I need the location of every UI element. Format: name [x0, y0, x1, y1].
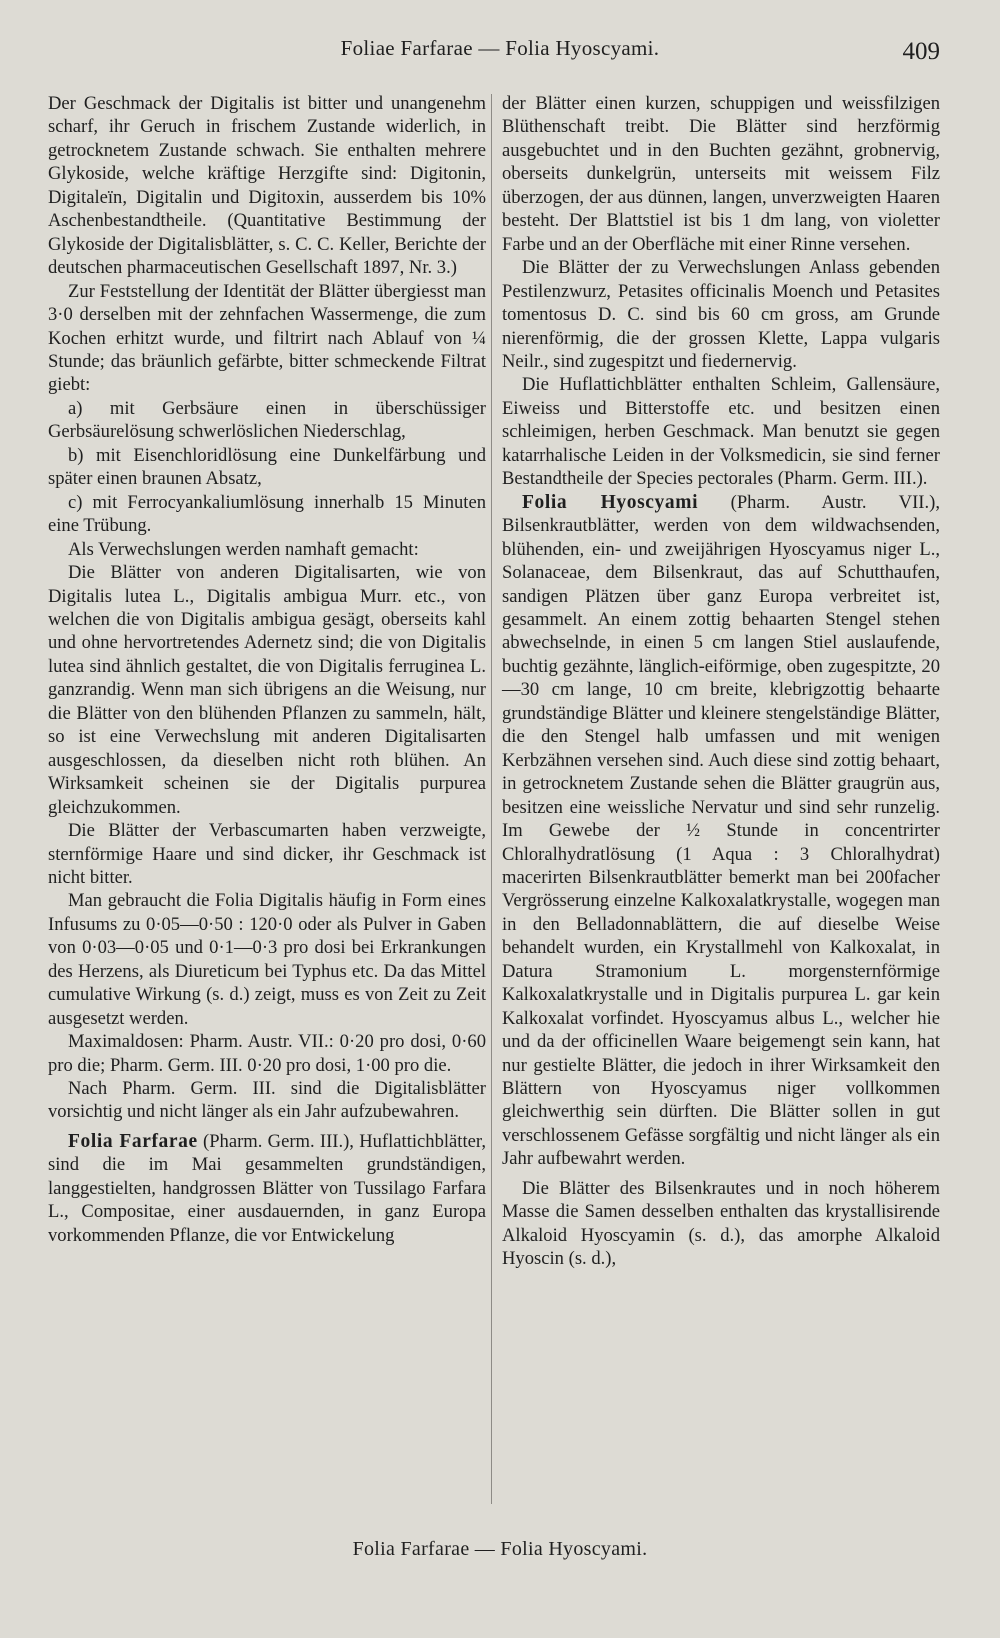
- paragraph: Die Blätter der Verbascumarten haben verzweigte, sternförmige Haare und sind dicker, ihr Geschmack ist nicht bitter.: [48, 820, 486, 888]
- left-column: [48, 92, 486, 1247]
- list-item: a) mit Gerbsäure einen in überschüssiger Gerbsäurelösung schwerlöslichen Niederschlag,: [48, 397, 486, 443]
- entry-folia-farfarae: [48, 1130, 486, 1247]
- column-divider: [491, 94, 492, 1504]
- page-number: 409: [902, 38, 940, 65]
- entry-term: Folia Hyoscyami: [522, 491, 699, 513]
- running-title: Foliae Farfarae — Folia Hyoscyami.: [340, 36, 660, 60]
- paragraph: Die Blätter des Bilsenkrautes und in noch höherem Masse die Samen desselben enthalten das krystallisirende Alkaloid Hyoscyamin (s. d.), das amorphe Alkaloid Hyoscin (s. d.),: [502, 1177, 940, 1270]
- entry-folia-hyoscyami: [502, 491, 940, 1171]
- paragraph: Als Verwechslungen werden namhaft gemacht:: [68, 538, 419, 560]
- paragraph: Maximaldosen: Pharm. Austr. VII.: 0·20 pro dosi, 0·60 pro die; Pharm. Germ. III. 0·20 pro dosi, 1·00 pro die.: [48, 1031, 486, 1076]
- paragraph: Nach Pharm. Germ. III. sind die Digitalisblätter vorsichtig und nicht länger als ein Jahr aufzubewahren.: [48, 1078, 486, 1123]
- paragraph: Die Blätter von anderen Digitalisarten, wie von Digitalis lutea L., Digitalis ambigua Murr. etc., von welchen die von Digitalis ambigua gesägt, oberseits kahl und ohne hervortretendes Adernetz sind; die von Digitalis lutea sind ähnlich gestaltet, die von Digitalis ferruginea L. ganzrandig. Wenn man sich übrigens an die Weisung, nur die Blätter von den blühenden Pflanzen zu sammeln, hält, so ist eine Verwechslung mit anderen Digitalisarten ausgeschlossen, da dieselben nicht roth blühen. An Wirksamkeit scheinen sie der Digitalis purpurea gleichzukommen.: [48, 562, 486, 818]
- page-footer: Folia Farfarae — Folia Hyoscyami.: [352, 1538, 648, 1560]
- paragraph: Die Huflattichblätter enthalten Schleim, Gallensäure, Eiweiss und Bitterstoffe etc. und besitzen einen schleimigen, herben Geschmack. Man benutzt sie gegen katarrhalische Leiden in der Volksmedicin, sie sind ferner Bestandtheile der Species pectorales (Pharm. Germ. III.).: [502, 374, 940, 490]
- page-header: [0, 34, 1000, 64]
- paragraph: Man gebraucht die Folia Digitalis häufig in Form eines Infusums zu 0·05—0·50 : 120·0 oder als Pulver in Gaben von 0·03—0·05 und 0·1—0·3 pro dosi bei Erkrankungen des Herzens, als Diureticum bei Typhus etc. Da das Mittel cumulative Wirkung (s. d.) zeigt, muss es von Zeit zu Zeit ausgesetzt werden.: [48, 890, 486, 1029]
- entry-text: (Pharm. Austr. VII.), Bilsenkrautblätter, werden von dem wildwachsenden, blühenden, ein- und zweijährigen Hyoscyamus niger L., Solanaceae, dem Bilsenkraut, das auf Schutthaufen, sandigen Plätzen über ganz Europa verbreitet ist, gesammelt. An einem zottig behaarten Stengel stehen abwechselnde, in einen 5 cm langen Stiel auslaufende, buchtig gezähnte, länglich-eiförmige, oben zugespitzte, 20—30 cm lange, 10 cm breite, klebrigzottig behaarte grundständige Blätter und kleinere stengelständige Blätter, die den Stengel halb umfassen und mit wenigen Kerbzähnen versehen sind. Auch diese sind zottig behaart, in getrocknetem Zustande sehen die Blätter graugrün aus, besitzen eine weissliche Nervatur und sind sehr runzelig. Im Gewebe der ½ Stunde in concentrirter Chloralhydratlösung (1 Aqua : 3 Chloralhydrat) macerirten Bilsenkrautblätter bemerkt man bei 200facher Vergrösserung einzelne Kalkoxalatkrystalle, wogegen man in den Belladonnablättern, die auf dieselbe Weise behandelt wurden, ein Krystallmehl von Kalkoxalat, in Datura Stramonium L. morgensternförmige Kalkoxalatkrystalle und in Digitalis purpurea L. gar kein Kalkoxalat vorfindet. Hyoscyamus albus L., welcher hie und da der officinellen Waare beigemengt sein kann, hat nur gestielte Blätter, die jedoch in ihrer Wirksamkeit den Blättern von Hyoscyamus niger vollkommen gleichwerthig sein dürften. Die Blätter sollen in gut verschlossenem Gefässe sorgfältig und nicht länger als ein Jahr aufbewahrt werden.: [502, 491, 940, 1170]
- list-item: c) mit Ferrocyankaliumlösung innerhalb 15 Minuten eine Trübung.: [48, 491, 486, 537]
- paragraph: Die Blätter der zu Verwechslungen Anlass gebenden Pestilenzwurz, Petasites officinalis Moench und Petasites tomentosus D. C. sind bis 60 cm gross, am Grunde nierenförmig, die der grossen Klette, Lappa vulgaris Neilr., sind zugespitzt und fiedernervig.: [502, 257, 940, 372]
- entry-term: Folia Farfarae: [68, 1130, 198, 1152]
- paragraph: der Blätter einen kurzen, schuppigen und weissfilzigen Blüthenschaft treibt. Die Blätter sind herzförmig ausgebuchtet und in den Buchten gezähnt, grobnervig, oberseits dunkelgrün, unterseits mit weissem Filz überzogen, der aus dünnen, langen, unverzweigten Haaren besteht. Der Blattstiel ist bis 1 dm lang, von violetter Farbe und an der Oberfläche mit einer Rinne versehen.: [502, 93, 940, 255]
- entry-text: (Pharm. Germ. III.), Huflattichblätter, sind die im Mai gesammelten grundständigen, langgestielten, handgrossen Blätter von Tussilago Farfara L., Compositae, einer ausdauernden, in ganz Europa vorkommenden Pflanze, die vor Entwickelung: [48, 1130, 486, 1246]
- list-item: b) mit Eisenchloridlösung eine Dunkelfärbung und später einen braunen Absatz,: [48, 444, 486, 490]
- paragraph: Zur Feststellung der Identität der Blätter übergiesst man 3·0 derselben mit der zehnfachen Wassermenge, die zum Kochen erhitzt wurde, und filtrirt nach Ablauf von ¼ Stunde; das bräunlich gefärbte, bitter schmeckende Filtrat giebt:: [48, 280, 486, 396]
- paragraph: Der Geschmack der Digitalis ist bitter und unangenehm scharf, ihr Geruch in frischem Zustande widerlich, in getrocknetem Zustande schwach. Sie enthalten mehrere Glykoside, welche kräftige Herzgifte sind: Digitonin, Digitaleïn, Digitalin und Digitoxin, ausserdem bis 10% Aschenbestandtheile. (Quantitative Bestimmung der Glykoside der Digitalisblätter, s. C. C. Keller, Berichte der deutschen pharmaceutischen Gesellschaft 1897, Nr. 3.): [48, 93, 486, 279]
- right-column: [502, 92, 940, 1271]
